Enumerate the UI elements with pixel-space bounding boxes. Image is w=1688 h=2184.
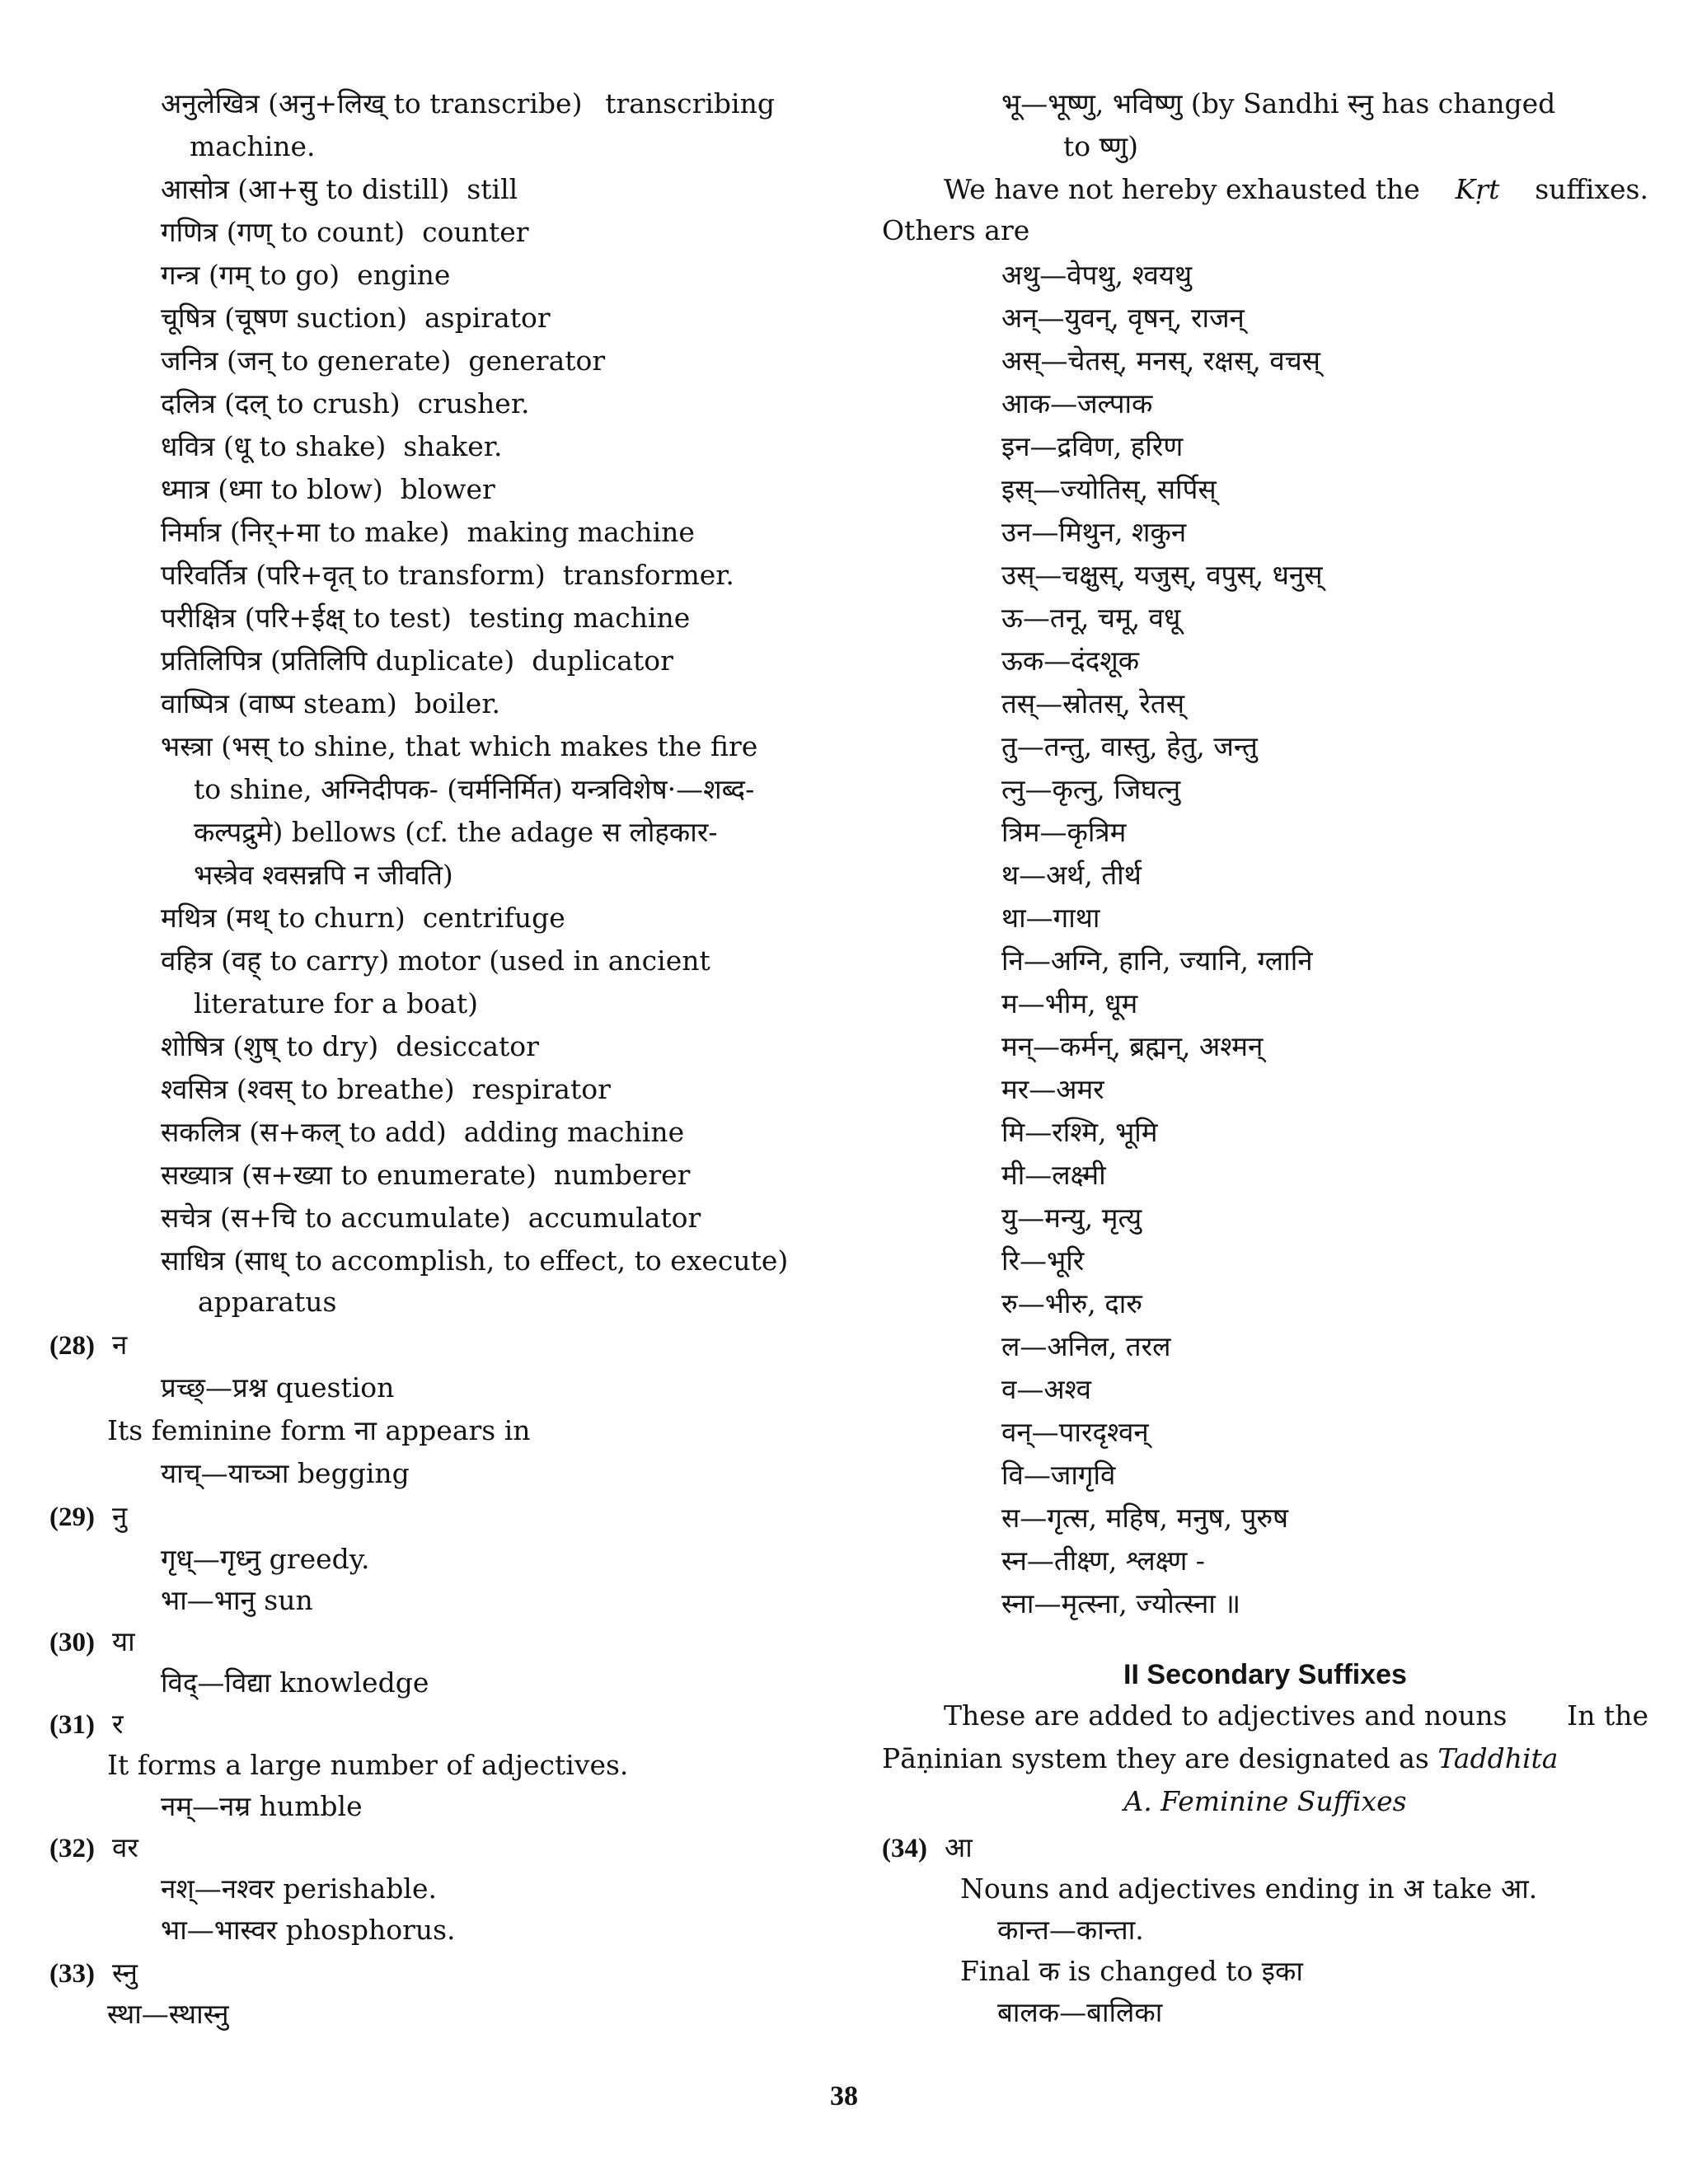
- section-title: II Secondary Suffixes: [1123, 1659, 1407, 1690]
- entry-line: ध्मात्र (ध्मा to blow) blower: [161, 473, 495, 505]
- vahitra-line-1: वहित्र (वह् to carry) motor (used in ancient: [161, 944, 710, 977]
- example: नम्—नम्र humble: [161, 1790, 363, 1822]
- bhastra-line-4: भस्त्रेव श्वसन्नपि न जीवति): [194, 859, 453, 891]
- list-item: त्रिम—कृत्रिम: [1001, 816, 1127, 848]
- example: प्रच्छ्—प्रश्न question: [161, 1371, 395, 1404]
- list-item: थ—अर्थ, तीर्थ: [1001, 859, 1142, 891]
- suffix-heading-31: (31) र: [49, 1708, 124, 1740]
- list-item: उस्—चक्षुस्, यजुस्, वपुस्, धनुस्: [1001, 559, 1323, 591]
- list-item: मी—लक्ष्मी: [1001, 1159, 1106, 1191]
- example: विद्—विद्या knowledge: [161, 1666, 429, 1699]
- entry-line: श्वसित्र (श्वस् to breathe) respirator: [161, 1073, 611, 1105]
- note: Nouns and adjectives ending in अ take आ.: [960, 1872, 1538, 1905]
- list-item: मि—रश्मि, भूमि: [1001, 1116, 1158, 1148]
- page-number: 38: [830, 2081, 858, 2111]
- example: नश्—नश्वर perishable.: [161, 1872, 437, 1905]
- list-item: अथु—वेपथु, श्वयथु: [1001, 259, 1193, 291]
- suffix-heading-34: (34) आ: [882, 1831, 973, 1863]
- example: स्था—स्थास्नु: [107, 1998, 229, 2030]
- entry-line: दलित्र (दल् to crush) crusher.: [161, 387, 530, 419]
- note: Its feminine form ना appears in: [107, 1414, 531, 1446]
- suffix-heading-32: (32) वर: [49, 1831, 138, 1863]
- entry-line: शोषित्र (शुष् to dry) desiccator: [161, 1030, 539, 1062]
- vahitra-line-2: literature for a boat): [194, 987, 478, 1019]
- list-item: रु—भीरु, दारु: [1001, 1287, 1142, 1319]
- example: भा—भानु sun: [161, 1584, 313, 1616]
- note: It forms a large number of adjectives.: [107, 1749, 629, 1781]
- example: कान्त—कान्ता.: [997, 1914, 1144, 1946]
- list-item: ऊ—तनू, चमू, वधू: [1001, 602, 1181, 634]
- entry-line: मथित्र (मथ् to churn) centrifuge: [161, 902, 565, 934]
- list-item: यु—मन्यु, मृत्यु: [1001, 1202, 1142, 1234]
- suffix-heading-30: (30) या: [49, 1625, 135, 1657]
- list-item: स्ना—मृत्स्ना, ज्योत्स्ना ॥: [1001, 1587, 1241, 1619]
- entry-line: सकलित्र (स+कल् to add) adding machine: [161, 1116, 685, 1148]
- list-item: आक—जल्पाक: [1001, 387, 1153, 419]
- list-item: व—अश्व: [1001, 1373, 1091, 1405]
- bhu-line-2: to ष्णु): [1063, 130, 1138, 162]
- entry-line: आसोत्र (आ+सु to distill) still: [161, 173, 518, 205]
- entry-line: निर्मात्र (निर्+मा to make) making machine: [161, 516, 695, 548]
- list-item: मन्—कर्मन्, ब्रह्मन्, अश्मन्: [1001, 1030, 1264, 1062]
- entry-line: परिवर्तित्र (परि+वृत् to transform) transformer.: [161, 559, 734, 591]
- list-item: म—भीम, धूम: [1001, 987, 1138, 1019]
- paragraph-others-2: Others are: [882, 214, 1030, 246]
- list-item: तस्—स्रोतस्, रेतस्: [1001, 687, 1185, 719]
- list-item: इन—द्रविण, हरिण: [1001, 430, 1184, 462]
- list-item: अस्—चेतस्, मनस्, रक्षस्, वचस्: [1001, 344, 1320, 377]
- note: Final क is changed to इका: [960, 1955, 1303, 1987]
- entry-line: सचेत्र (स+चि to accumulate) accumulator: [161, 1202, 701, 1234]
- entry-line: धवित्र (धू to shake) shaker.: [161, 430, 503, 462]
- entry-line: गणित्र (गण् to count) counter: [161, 216, 529, 248]
- list-item: वन्—पारदृश्वन्: [1001, 1416, 1149, 1448]
- subsection-title: A. Feminine Suffixes: [1123, 1785, 1407, 1817]
- list-item: ऊक—दंदशूक: [1001, 644, 1140, 677]
- entry-line: चूषित्र (चूषण suction) aspirator: [161, 302, 551, 334]
- entry-line: गन्त्र (गम् to go) engine: [161, 259, 451, 291]
- entry-line: परीक्षित्र (परि+ईक्ष् to test) testing machine: [161, 602, 691, 634]
- list-item: नि—अग्नि, हानि, ज्यानि, ग्लानि: [1001, 944, 1313, 977]
- suffix-heading-33: (33) स्नु: [49, 1957, 138, 1989]
- example: बालक—बालिका: [997, 1996, 1163, 2028]
- entry-line: अनुलेखित्र (अनु+लिख् to transcribe) transcribing: [161, 87, 775, 120]
- list-item: स—गृत्स, महिष, मनुष, पुरुष: [1001, 1502, 1289, 1534]
- entry-line: वाष्पित्र (वाष्प steam) boiler.: [161, 687, 500, 719]
- section-paragraph-1: These are added to adjectives and nouns In the: [944, 1699, 1648, 1732]
- sadhitra-line-1: साधित्र (साध् to accomplish, to effect, to execute): [161, 1244, 789, 1277]
- bhastra-line-3: कल्पद्रुमे) bellows (cf. the adage स लोहकार-: [194, 816, 718, 848]
- example: भा—भास्वर phosphorus.: [161, 1914, 456, 1946]
- list-item: उन—मिथुन, शकुन: [1001, 516, 1187, 548]
- list-item: इस्—ज्योतिस्, सर्पिस्: [1001, 473, 1217, 505]
- list-item: रि—भूरि: [1001, 1244, 1085, 1277]
- entry-continuation: machine.: [190, 130, 316, 162]
- list-item: अन्—युवन्, वृषन्, राजन्: [1001, 302, 1245, 334]
- example: याच्—याच्ञा begging: [161, 1457, 410, 1489]
- list-item: स्न—तीक्ष्ण, श्लक्ष्ण -: [1001, 1544, 1205, 1577]
- list-item: मर—अमर: [1001, 1073, 1104, 1105]
- bhastra-line-1: भस्त्रा (भस् to shine, that which makes the fire: [161, 730, 758, 762]
- bhastra-line-2: to shine, अग्निदीपक- (चर्मनिर्मित) यन्त्रविशेष·—शब्द-: [194, 773, 755, 805]
- sadhitra-line-2: apparatus: [198, 1286, 337, 1318]
- list-item: ल—अनिल, तरल: [1001, 1330, 1171, 1362]
- suffix-heading-29: (29) नु: [49, 1500, 128, 1532]
- entry-line: प्रतिलिपित्र (प्रतिलिपि duplicate) duplicator: [161, 644, 673, 677]
- example: गृध्—गृध्नु greedy.: [161, 1543, 370, 1575]
- list-item: वि—जागृवि: [1001, 1459, 1116, 1491]
- list-item: था—गाथा: [1001, 902, 1100, 934]
- suffix-heading-28: (28) न: [49, 1329, 128, 1361]
- paragraph-others: We have not hereby exhausted the Kṛt suffixes.: [944, 173, 1648, 205]
- list-item: तु—तन्तु, वास्तु, हेतु, जन्तु: [1001, 730, 1258, 762]
- entry-line: जनित्र (जन् to generate) generator: [161, 344, 606, 377]
- entry-line: सख्यात्र (स+ख्या to enumerate) numberer: [161, 1159, 691, 1191]
- section-paragraph-2: Pāṇinian system they are designated as Taddhita: [882, 1742, 1559, 1774]
- list-item: त्नु—कृत्नु, जिघत्नु: [1001, 773, 1181, 805]
- bhu-line-1: भू—भूष्णु, भविष्णु (by Sandhi स्नु has changed: [1001, 87, 1556, 120]
